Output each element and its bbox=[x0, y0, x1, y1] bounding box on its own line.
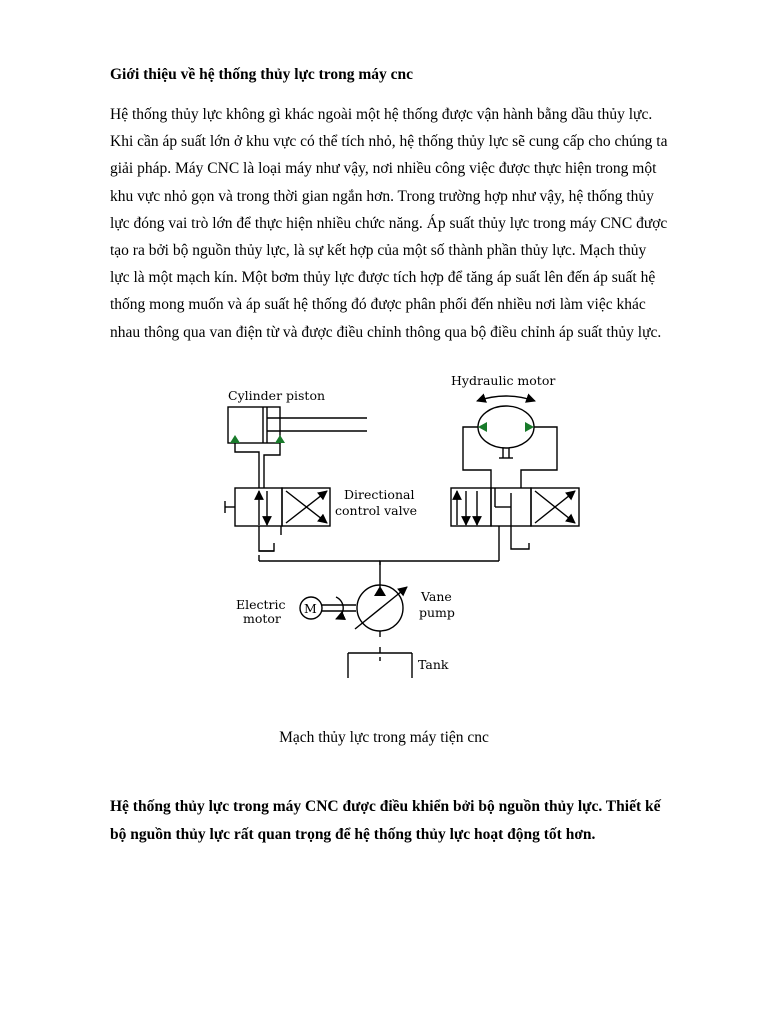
cylinder-piston-label: Cylinder piston bbox=[228, 388, 326, 403]
paragraph-line: lực đóng vai trò lớn để thực hiện nhiều chức năng. Áp suất thủy lực trong máy CNC được bbox=[110, 214, 668, 232]
paragraph-line: nhau thông qua van điện từ và được điều chỉnh thông qua bộ điều chỉnh áp suất thủy lực. bbox=[110, 323, 662, 341]
figure-caption: Mạch thủy lực trong máy tiện cnc bbox=[279, 729, 489, 746]
right-directional-valve bbox=[451, 488, 579, 526]
paragraph-line: Khi cần áp suất lớn ở khu vực có thể tích nhỏ, hệ thống thủy lực sẽ cung cấp cho chúng ta bbox=[110, 133, 668, 151]
vane-pump-label-1: Vane bbox=[421, 589, 452, 604]
paragraph-line: giải pháp. Máy CNC là loại máy như vậy, nơi nhiều công việc được thực hiện trong một bbox=[110, 160, 657, 178]
electric-motor-symbol bbox=[300, 597, 356, 619]
closing-paragraph bbox=[110, 793, 730, 849]
hydraulic-motor-label: Hydraulic motor bbox=[451, 373, 556, 388]
hydraulic-motor-symbol bbox=[477, 396, 535, 458]
valve-label-line-1: Directional bbox=[344, 487, 415, 502]
intro-paragraph bbox=[110, 101, 730, 346]
closing-line: Hệ thống thủy lực trong máy CNC được điều khiển bởi bộ nguồn thủy lực. Thiết kế bbox=[110, 798, 661, 815]
vane-pump-symbol bbox=[355, 585, 407, 631]
closing-line: bộ nguồn thủy lực rất quan trọng để hệ thống thủy lực hoạt động tốt hơn. bbox=[110, 826, 596, 843]
paragraph-line: thống mong muốn và áp suất hệ thống đó được phân phối đến nhiều nơi làm việc khác bbox=[110, 296, 646, 314]
electric-motor-symbol-letter: M bbox=[304, 601, 317, 616]
vane-pump-label-2: pump bbox=[419, 605, 455, 620]
electric-motor-label-1: Electric bbox=[236, 597, 286, 612]
left-directional-valve bbox=[225, 488, 330, 526]
valve-label-line-2: control valve bbox=[335, 503, 418, 518]
paragraph-line: lực là một mạch kín. Một bơm thủy lực được tích hợp để tăng áp suất lên đến áp suất hệ bbox=[110, 269, 656, 287]
paragraph-line: tạo ra bởi bộ nguồn thủy lực, là sự kết hợp của một số thành phần thủy lực. Mạch thủy bbox=[110, 242, 647, 260]
tank-symbol bbox=[348, 631, 412, 678]
tank-label: Tank bbox=[418, 657, 449, 672]
paragraph-line: khu vực nhỏ gọn và trong thời gian ngắn hơn. Trong trường hợp như vậy, hệ thống thủy bbox=[110, 187, 654, 205]
paragraph-line: Hệ thống thủy lực không gì khác ngoài một hệ thống được vận hành bằng dầu thủy lực. bbox=[110, 106, 653, 123]
cylinder-piston-symbol bbox=[228, 407, 367, 443]
section-heading: Giới thiệu về hệ thống thủy lực trong máy cnc bbox=[110, 66, 414, 83]
electric-motor-label-2: motor bbox=[243, 611, 281, 626]
hydraulic-circuit-diagram bbox=[215, 365, 595, 685]
